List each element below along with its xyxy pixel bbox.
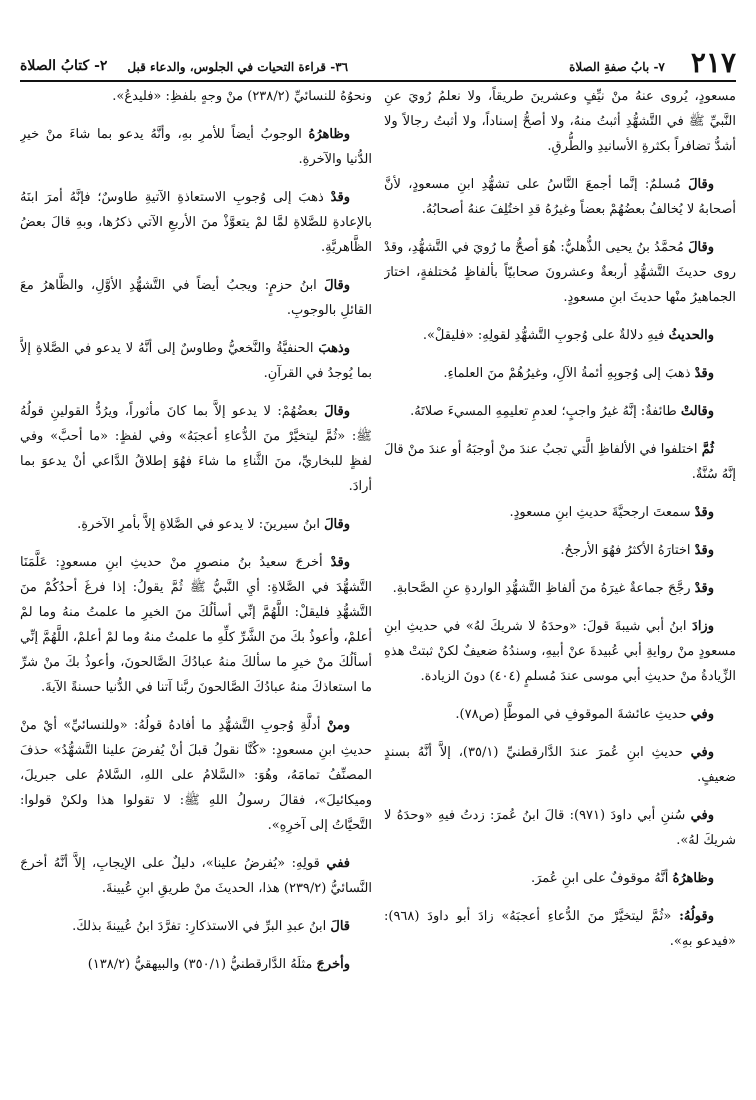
page-number: ٢١٧ bbox=[690, 46, 736, 79]
paragraph bbox=[20, 399, 372, 499]
paragraph-text: مُسلمٌ: إنَّما أجمعَ النَّاسُ على تشهُّدِ ابنِ مسعودٍ، لأنَّ أصحابهُ لا يُخالفُ بعضُهُمْ بعضاً وغيرُهُ قدِ اختُلِفَ عنهُ أصحابُهُ. bbox=[384, 177, 736, 217]
paragraph-lead-word: ومنْ bbox=[326, 718, 350, 733]
running-header bbox=[20, 44, 736, 78]
paragraph bbox=[384, 576, 736, 601]
paragraph bbox=[384, 500, 736, 525]
paragraph bbox=[20, 122, 372, 172]
paragraph bbox=[384, 904, 736, 954]
paragraph-text: سمعتَ ارجحيَّةَ حديثِ ابنِ مسعودٍ. bbox=[509, 505, 691, 520]
paragraph-text: أنَّهُ موقوفٌ على ابنِ عُمرَ. bbox=[531, 871, 669, 886]
paragraph-lead-word: قالَ bbox=[330, 919, 350, 934]
paragraph-text: ذهبَ إلى وُجوبِ الاستعاذةِ الآتيةِ طاوسٌ؛ فإنَّهُ أمرَ ابنَهُ بالإعادةِ للصَّلاةِ لمَّا لمْ يتعوَّذْ منَ الأربعِ الآتي ذكرُها، وبهِ قالَ بعضُ الظَّاهريَّةِ. bbox=[20, 190, 372, 255]
paragraph bbox=[384, 437, 736, 487]
paragraph-lead-word: وقدْ bbox=[330, 190, 350, 205]
paragraph bbox=[384, 399, 736, 424]
paragraph bbox=[20, 84, 372, 109]
paragraph-lead-word: ثُمَّ bbox=[701, 442, 714, 457]
paragraph bbox=[384, 172, 736, 222]
paragraph bbox=[20, 713, 372, 838]
paragraph-lead-word: وفي bbox=[690, 707, 714, 722]
paragraph bbox=[20, 550, 372, 700]
paragraph-lead-word: وأخرجَ bbox=[316, 957, 350, 972]
paragraph-lead-word: وظاهرُهُ bbox=[308, 127, 350, 142]
paragraph-lead-word: وقالَ bbox=[324, 278, 350, 293]
paragraph-text: ذهبَ إلى وُجوبِهِ أئمةُ الآلِ، وغيرُهُمْ منَ العلماءِ. bbox=[443, 366, 691, 381]
paragraph-text: فيهِ دلالةٌ على وُجوبِ التَّشهُّدِ لقولِهِ: «فليقلْ». bbox=[422, 328, 665, 343]
paragraph-text: مسعودٍ، يُروى عنهُ منْ نيِّفٍ وعشرينَ طريقاً، ولا نعلمُ رُويَ عنِ النَّبيِّ ﷺ في التَّشهُّدِ أثبتُ منهُ، ولا أصحُّ إسناداً، ولا أثبتُ رجالاً ولا أشدُّ تضافراً بكثرةِ الأسانيدِ والطُّرقِ. bbox=[384, 89, 736, 154]
paragraph-text: ابنُ عبدِ البرِّ في الاستذكارِ: تفرَّدَ ابنُ عُيينةَ بذلكَ. bbox=[72, 919, 327, 934]
paragraph-lead-word: وزادَ bbox=[692, 619, 714, 634]
paragraph bbox=[384, 866, 736, 891]
paragraph-lead-word: وقدْ bbox=[694, 505, 714, 520]
paragraph-lead-word: وقدْ bbox=[694, 581, 714, 596]
paragraph-text: رجَّحَ جماعةٌ غيرَهُ منَ ألفاظِ التَّشهُّدِ الواردةِ عنِ الصَّحابةِ. bbox=[392, 581, 691, 596]
paragraph bbox=[384, 740, 736, 790]
header-book: ٢- كتابُ الصلاة bbox=[20, 58, 108, 74]
paragraph-text: ونحوُهُ للنسائيِّ (٢٣٨/٢) منْ وجهٍ بلفظِ: «فليدعُ». bbox=[112, 89, 372, 104]
paragraph bbox=[384, 538, 736, 563]
right-column bbox=[384, 84, 736, 1084]
paragraph bbox=[20, 851, 372, 901]
paragraph-text: حديثِ عائشةَ الموقوفِ في الموطَّإ (ص٧٨). bbox=[455, 707, 687, 722]
header-rule bbox=[20, 80, 736, 82]
paragraph bbox=[20, 273, 372, 323]
header-chapter: ٧- بابُ صفةِ الصلاة bbox=[569, 60, 665, 74]
paragraph-text: «ثُمَّ ليتخيَّرْ منَ الدُّعاءِ أعجبَهُ» زادَ أبو داودَ (٩٦٨): «فيدعو بهِ». bbox=[384, 909, 736, 949]
paragraph-lead-word: وقدْ bbox=[694, 543, 714, 558]
paragraph bbox=[384, 614, 736, 689]
paragraph-lead-word: وفي bbox=[690, 808, 714, 823]
paragraph-lead-word: وقولُهُ: bbox=[679, 909, 714, 924]
paragraph bbox=[384, 323, 736, 348]
left-column bbox=[20, 84, 372, 1084]
paragraph-lead-word: وقالَ bbox=[324, 517, 350, 532]
paragraph-lead-word: وقالَ bbox=[688, 177, 714, 192]
paragraph-lead-word: وذهبَ bbox=[318, 341, 350, 356]
paragraph-text: مُحمَّدُ بنُ يحيى الذُّهليُّ: هُوَ أصحُّ ما رُويَ في التَّشهُّدِ، وقدْ روى حديثَ التَّشهُّدِ أربعةٌ وعشرونَ صحابيّاً بألفاظٍ مُختلفةٍ، اختارَ الجماهيرُ منْها حديثَ ابنِ مسعودٍ. bbox=[384, 240, 736, 305]
paragraph-lead-word: وفي bbox=[690, 745, 714, 760]
paragraph-text: اختلفوا في الألفاظِ الَّتي تجبُ عندَ منْ أوجبَهُ أو عندَ منْ قالَ إنَّهُ سُنَّةٌ. bbox=[384, 442, 736, 482]
paragraph-lead-word: وقالتْ bbox=[680, 404, 714, 419]
paragraph bbox=[384, 702, 736, 727]
paragraph-text: أخرجَ سعيدُ بنُ منصورٍ منْ حديثِ ابنِ مسعودٍ: عَلَّمَنَا التَّشهُّدَ في الصَّلاةِ: أيِ النَّبيُّ ﷺ ثُمَّ يقولُ: إذا فرغَ أحدُكُمْ منَ التَّشهُّدِ فليقلْ: اللَّهُمَّ إنِّي أسألُكَ منَ الخيرِ ما علمتُ منهُ وما لمْ أعلمْ، وأعوذُ بكَ منَ الشَّرِّ كلِّهِ ما علمتُ منهُ وما لمْ أعلمْ، اللَّهُمَّ إنِّي أسألُكَ منْ خيرِ ما سألكَ منهُ عبادُكَ الصَّالحونَ، وأعوذُ بكَ منْ شرِّ ما استعاذكَ منهُ عبادُكَ الصَّالحونَ ربَّنا آتنا في الدُّنيا حسنةً الآيةَ. bbox=[20, 555, 372, 695]
header-chapter-section bbox=[107, 60, 690, 78]
paragraph bbox=[20, 185, 372, 260]
paragraph-text: بعضُهُمْ: لا يدعو إلاَّ بما كانَ مأثوراً، ويرُدُّ القولينِ قولُهُ ﷺ: «ثُمَّ ليتخيَّرْ منَ الدُّعاءِ أعجبَهُ» وفي لفظٍ: «ما أحبَّ» وفي لفظٍ للبخاريِّ، منَ الثَّناءِ ما شاءَ فهُوَ إطلاقُ الدَّاعي أنْ يدعوَ بما أرادَ. bbox=[20, 404, 372, 494]
paragraph bbox=[20, 914, 372, 939]
paragraph-lead-word: وقدْ bbox=[694, 366, 714, 381]
paragraph bbox=[20, 952, 372, 977]
paragraph-text: الوجوبُ أيضاً للأمرِ بهِ، وأنَّهُ يدعو بما شاءَ منْ خيرِ الدُّنيا والآخرةِ. bbox=[20, 127, 372, 167]
paragraph-text: أدلَّةِ وُجوبِ التَّشهُّدِ ما أفادهُ قولُهُ: «وللنسائيِّ» أيْ منْ حديثِ ابنِ مسعودٍ: «كُنَّا نقولُ قبلَ أنْ يُفرضَ علينا التَّشهُّدُ» حذفَ المصنِّفُ تمامَهُ، وهُوَ: «السَّلامُ على اللهِ، السَّلامُ على جبريلَ، وميكائيلَ»، فقالَ رسولُ اللهِ ﷺ: لا تقولوا هذا ولكنْ قولوا: التَّحيَّاتُ إلى آخرِهِ». bbox=[20, 718, 372, 833]
paragraph-text: حديثِ ابنِ عُمرَ عندَ الدَّارقطنيِّ (٣٥/١)، إلاَّ أنَّهُ بسندٍ ضعيفٍ. bbox=[384, 745, 736, 785]
paragraph-text: ابنُ أبي شيبةَ قولَ: «وحدَهُ لا شريكَ لهُ» في حديثِ ابنِ مسعودٍ منْ روايةِ أبي عُبيدةَ عنْ أبيهِ، وسندُهُ ضعيفٌ لكنْ ثبتتْ هذهِ الزِّيادةُ منْ حديثِ أبي موسى عندَ مُسلمٍ (٤٠٤) دونَ الزيادة. bbox=[384, 619, 736, 684]
paragraph-text: ابنُ سيرينَ: لا يدعو في الصَّلاةِ إلاَّ بأمرِ الآخرةِ. bbox=[77, 517, 320, 532]
paragraph bbox=[384, 84, 736, 159]
paragraph bbox=[384, 803, 736, 853]
paragraph-lead-word: وقدْ bbox=[330, 555, 350, 570]
paragraph-text: اختارَهُ الأكثرُ فهُوَ الأرجحُ. bbox=[560, 543, 691, 558]
paragraph-text: طائفةٌ: إنَّهُ غيرُ واجبٍ؛ لعدمِ تعليمِهِ المسيءَ صلاتَهُ. bbox=[410, 404, 677, 419]
paragraph bbox=[20, 336, 372, 386]
paragraph-text: ابنُ حزمٍ: ويجبُ أيضاً في التَّشهُّدِ الأوَّلِ، والظَّاهرُ معَ القائلِ بالوجوبِ. bbox=[20, 278, 372, 318]
paragraph bbox=[384, 361, 736, 386]
header-section: ٣٦- قراءة التحيات في الجلوس، والدعاء قبل bbox=[127, 60, 349, 74]
paragraph-lead-word: ففي bbox=[326, 856, 350, 871]
paragraph-text: قولِهِ: «يُفرضُ علينا»، دليلٌ على الإيجابِ، إلاَّ أنَّهُ أخرجَ النَّسائيُّ (٢٣٩/٢) هذا، الحديثَ منْ طريقِ ابنِ عُيينةَ. bbox=[20, 856, 372, 896]
paragraph-lead-word: وقالَ bbox=[688, 240, 715, 255]
paragraph-lead-word: والحديثُ bbox=[668, 328, 714, 343]
paragraph bbox=[20, 512, 372, 537]
paragraph bbox=[384, 235, 736, 310]
paragraph-lead-word: وظاهرُهُ bbox=[672, 871, 714, 886]
paragraph-lead-word: وقالَ bbox=[324, 404, 350, 419]
paragraph-text: سُننِ أبي داودَ (٩٧١): قالَ ابنُ عُمرَ: زدتُ فيهِ «وحدَهُ لا شريكَ لهُ». bbox=[384, 808, 736, 848]
paragraph-text: مثلَهُ الدَّارقطنيُّ (٣٥٠/١) والبيهقيُّ (١٣٨/٢) bbox=[87, 957, 313, 972]
paragraph-text: الحنفيَّةُ والنَّخعيُّ وطاوسٌ إلى أنَّهُ لا يدعو في الصَّلاةِ إلاَّ بما يُوجدُ في القرآنِ. bbox=[20, 341, 372, 381]
